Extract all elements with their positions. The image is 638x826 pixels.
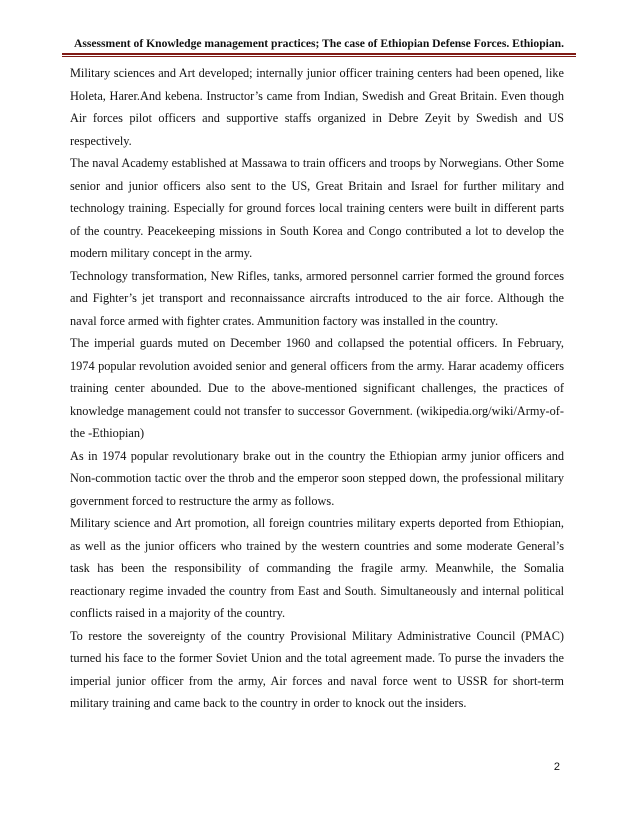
body-text — [70, 62, 564, 715]
paragraph-3: Technology transformation, New Rifles, tanks, armored personnel carrier formed the ground forces and Fighter’s jet transport and reconnaissance aircrafts introduced to the air force. Although the naval force armed with fighter crates. Ammunition factory was installed in the country. — [70, 268, 564, 328]
paragraph-2: The naval Academy established at Massawa to train officers and troops by Norwegians. Other Some senior and junior officers also sent to the US, Great Britain and Israel for further military and technology training. Especially for ground forces local training centers were built in different parts of the country. Peacekeeping missions in South Korea and Congo contributed a lot to develop the modern military concept in the army. — [70, 156, 564, 260]
paragraph-6: Military science and Art promotion, all foreign countries military experts deported from Ethiopian, as well as the junior officers who trained by the western countries and some moderate General’s task has been the responsibility of commanding the fragile army. Meanwhile, the Somalia reactionary regime invaded the country from East and South. Simultaneously and internal political conflicts raised in a majority of the country. — [70, 516, 564, 620]
paragraph-7: To restore the sovereignty of the country Provisional Military Administrative Council (PMAC) turned his face to the former Soviet Union and the total agreement made. To purse the invaders the imperial junior officer from the army, Air forces and naval force went to USSR for short-term military training and came back to the country in order to knock out the insiders. — [70, 628, 564, 710]
paragraph-5: As in 1974 popular revolutionary brake out in the country the Ethiopian army junior officers and Non-commotion tactic over the throb and the emperor soon stepped down, the professional military government forced to restructure the army as follows. — [70, 448, 564, 508]
running-header: Assessment of Knowledge management practices; The case of Ethiopian Defense Forces. Ethiopian. — [73, 37, 565, 50]
paragraph-4: The imperial guards muted on December 1960 and collapsed the potential officers. In February, 1974 popular revolution avoided senior and general officers from the army. Harar academy officers training center abounded. Due to the above-mentioned significant challenges, the practices of knowledge management could not transfer to successor Government. (wikipedia.org/wiki/Army-of-the -Ethiopian) — [70, 336, 564, 440]
page-number: 2 — [553, 761, 560, 773]
paragraph-1: Military sciences and Art developed; internally junior officer training centers had been opened, like Holeta, Harer.And kebena. Instructor’s came from Indian, Swedish and Great Britain. Even though Air forces pilot officers and supportive staffs organized in Debre Zeyit by Swedish and US respectively. — [70, 66, 564, 148]
header-rule — [62, 53, 576, 55]
